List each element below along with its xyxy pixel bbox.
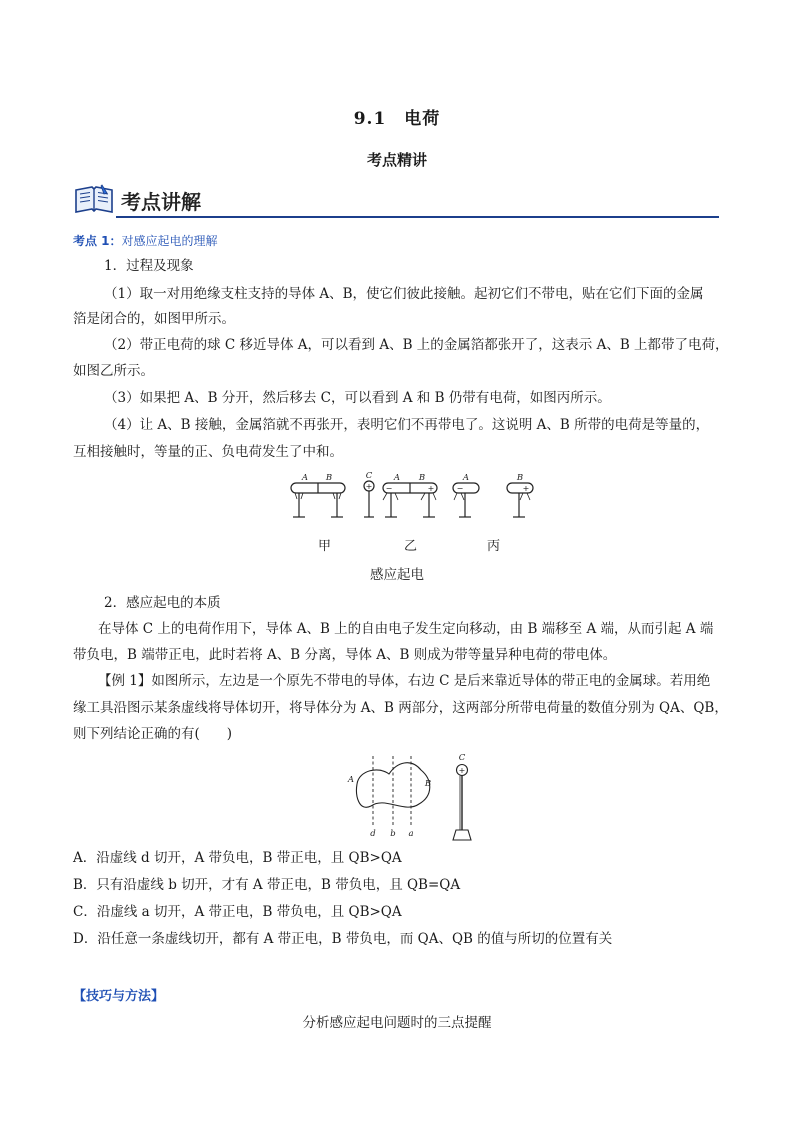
- fig1-label-b3: B: [516, 473, 524, 483]
- fig1-label-b2: B: [418, 473, 426, 483]
- fig2-label-line-b: b: [390, 829, 396, 839]
- topic-heading: [73, 232, 218, 249]
- fig1-plus-yi: +: [427, 484, 435, 493]
- section1-p3-line1: （3）如果把 A、B 分开，然后移去 C，可以看到 A 和 B 仍带有电荷，如图丙所示。: [104, 390, 611, 406]
- section1-p1-line1: （1）取一对用绝缘支柱支持的导体 A、B，使它们彼此接触。起初它们不带电，贴在它们下面的金属: [104, 286, 704, 302]
- fig2-label-d: d: [370, 829, 376, 839]
- induction-figure: [285, 470, 540, 528]
- fig1-label-bing: 丙: [487, 539, 501, 554]
- page-title: 9.1 电荷: [353, 109, 441, 129]
- section2-line2: 带负电，B 端带正电，此时若将 A、B 分离，导体 A、B 则成为带等量异种电荷的带电体。: [73, 647, 617, 663]
- section1-heading: 1．过程及现象: [104, 258, 194, 274]
- section1-p4-line1: （4）让 A、B 接触，金属箔就不再张开，表明它们不再带电了。这说明 A、B 所带的电荷是等量的，: [104, 417, 710, 433]
- fig2-sphere-plus: +: [458, 766, 466, 775]
- option-d: D．沿任意一条虚线切开，都有 A 带正电，B 带负电，而 QA、QB 的值与所切的位置有关: [73, 931, 613, 947]
- fig1-label-c: C: [365, 471, 373, 481]
- section1-p2-line2: 如图乙所示。: [73, 363, 154, 379]
- fig2-label-b: B: [424, 779, 432, 789]
- option-b: B．只有沿虚线 b 切开，才有 A 带正电，B 带负电，且 QB=QA: [73, 877, 461, 893]
- fig1-minus-bing: −: [456, 484, 464, 493]
- option-c: C．沿虚线 a 切开，A 带正电，B 带负电，且 QB>QA: [73, 904, 402, 920]
- banner-label: 考点讲解: [121, 190, 201, 214]
- fig1-label-b: B: [325, 473, 333, 483]
- example-line2: 缘工具沿图示某条虚线将导体切开，将导体分为 A、B 两部分，这两部分所带电荷量的数值分别为 QA、QB，: [73, 700, 728, 716]
- fig2-label-c: C: [458, 753, 466, 763]
- fig2-label-a: A: [347, 775, 355, 785]
- topic-text: 对感应起电的理解: [121, 234, 218, 248]
- open-book-icon: [74, 184, 114, 216]
- fig1-caption: 感应起电: [370, 567, 424, 583]
- fig1-label-a: A: [301, 473, 309, 483]
- fig1-label-a2: A: [393, 473, 401, 483]
- section2-heading: 2．感应起电的本质: [104, 595, 221, 611]
- fig1-plus-bing: +: [522, 484, 530, 493]
- page-subtitle: 考点精讲: [366, 151, 427, 169]
- fig1-label-jia: 甲: [318, 539, 332, 554]
- method-subtitle: 分析感应起电问题时的三点提醒: [302, 1015, 492, 1031]
- section1-p2-line1: （2）带正电荷的球 C 移近导体 A，可以看到 A、B 上的金属箔都张开了，这表示 A、B 上都带了电荷，: [104, 337, 729, 353]
- fig1-sphere-plus: +: [365, 482, 373, 491]
- option-a: A．沿虚线 d 切开，A 带负电，B 带正电，且 QB>QA: [73, 850, 402, 866]
- fig1-label-yi: 乙: [404, 539, 418, 554]
- example-line3: 则下列结论正确的有( ): [73, 726, 233, 742]
- fig1-label-a3: A: [462, 473, 470, 483]
- section2-line1: 在导体 C 上的电荷作用下，导体 A、B 上的自由电子发生定向移动，由 B 端移至 A 端，从而引起 A 端: [98, 621, 714, 637]
- fig2-label-line-a: a: [408, 829, 414, 839]
- banner-rule: [116, 216, 719, 218]
- topic-label: 考点 1：: [73, 234, 122, 248]
- conductor-cut-figure: [345, 752, 475, 844]
- method-label: 【技巧与方法】: [73, 989, 165, 1004]
- example-line1: 【例 1】如图所示，左边是一个原先不带电的导体，右边 C 是后来靠近导体的带正电的金属球。若用绝: [98, 673, 711, 689]
- fig1-minus-yi: −: [385, 484, 393, 493]
- section1-p1-line2: 箔是闭合的，如图甲所示。: [73, 311, 235, 327]
- section1-p4-line2: 互相接触时，等量的正、负电荷发生了中和。: [73, 444, 343, 460]
